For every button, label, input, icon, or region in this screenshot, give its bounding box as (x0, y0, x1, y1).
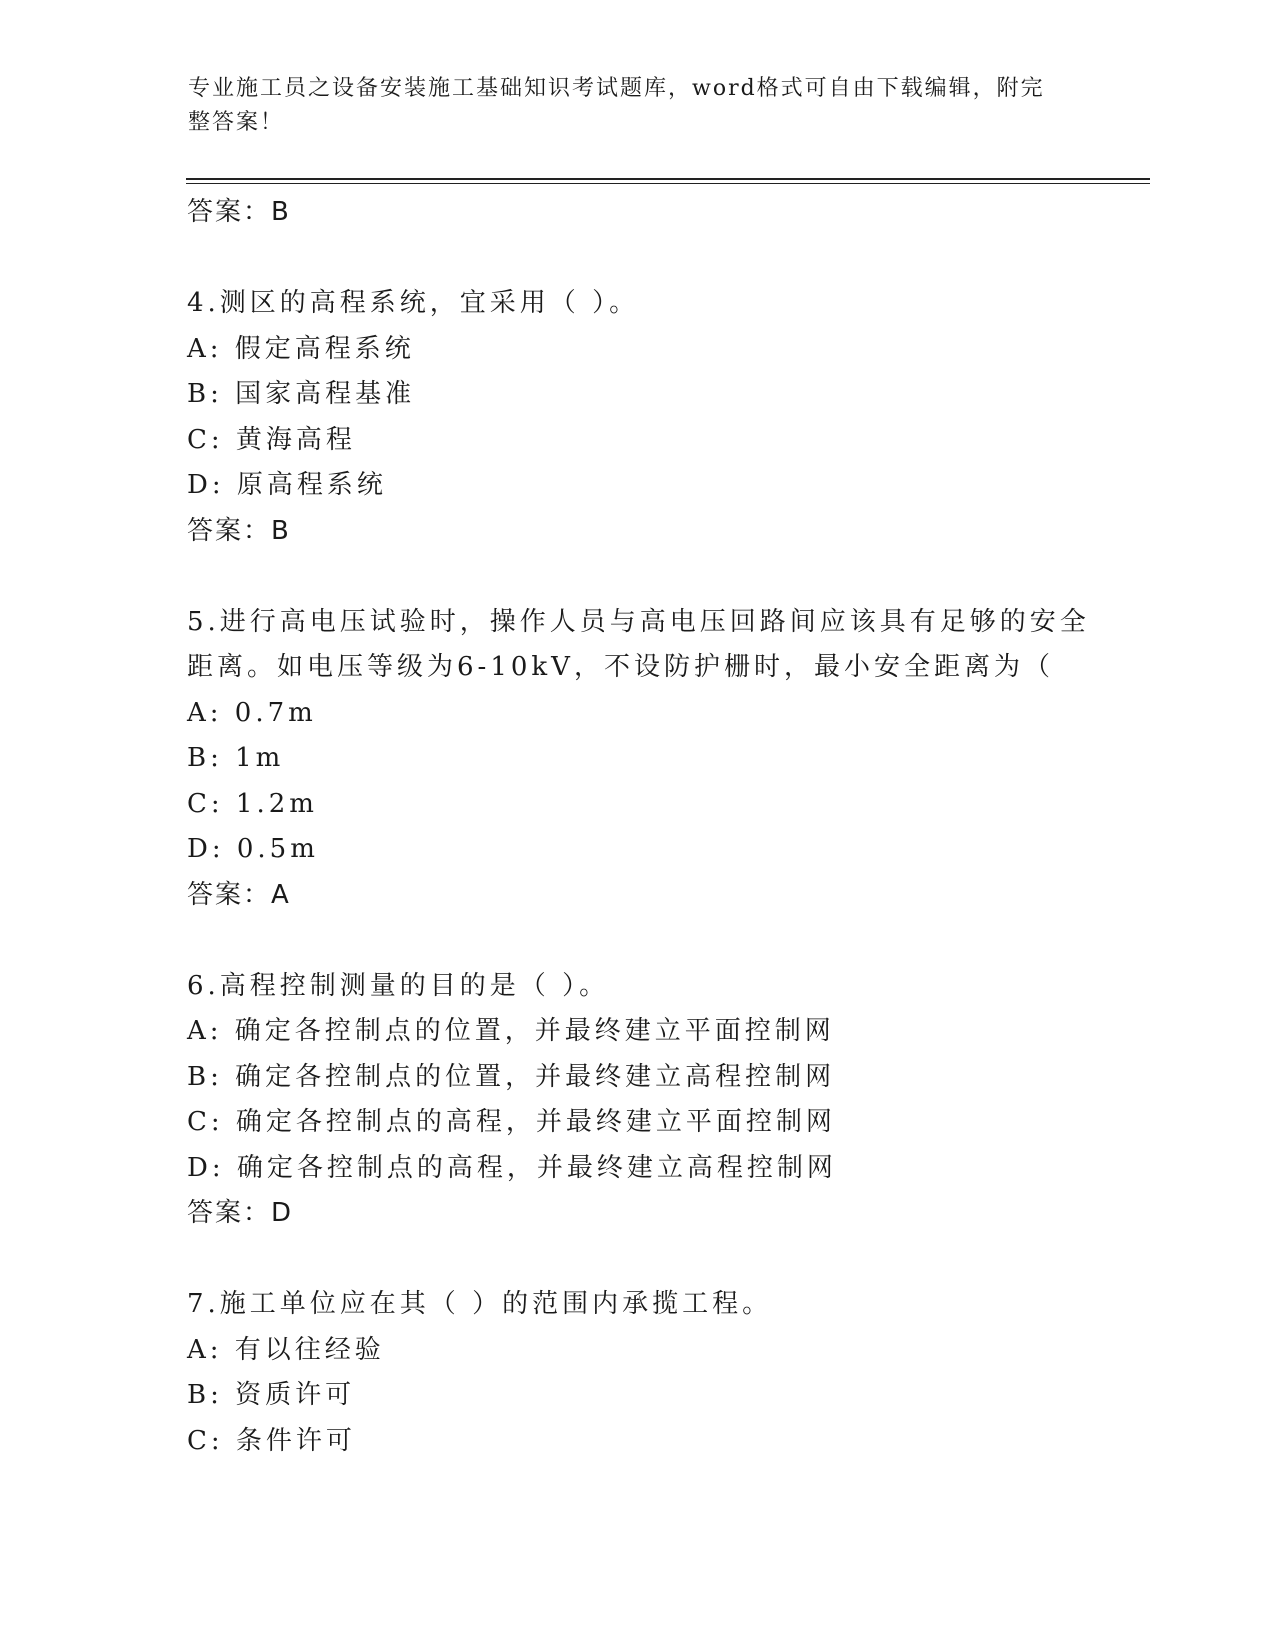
question-block-7 (187, 1282, 1147, 1464)
option-a: A: 确定各控制点的位置，并最终建立平面控制网 (187, 1016, 835, 1046)
option-a: A: 假定高程系统 (187, 333, 415, 364)
answer-text: 答案：D (187, 1198, 294, 1228)
option-a: A: 0.7m (187, 697, 317, 728)
question-block-5 (187, 600, 1147, 919)
question-text: 7.施工单位应在其（ ）的范围内承揽工程。 (187, 1289, 773, 1319)
option-c: C: 黄海高程 (187, 424, 356, 455)
option-b: B: 资质许可 (187, 1380, 356, 1410)
spacer (187, 554, 1147, 600)
option-b: B: 国家高程基准 (187, 379, 416, 409)
option-c: C: 1.2m (187, 788, 318, 819)
question-text-continued: 距离。如电压等级为6-10kV，不设防护栅时，最小安全距离为（ (187, 652, 1054, 682)
option-d: D: 原高程系统 (187, 470, 387, 500)
question-text: 4.测区的高程系统，宜采用（ ）。 (187, 288, 640, 318)
option-a: A: 有以往经验 (187, 1334, 385, 1365)
question-block-6 (187, 964, 1147, 1237)
option-c: C: 条件许可 (187, 1425, 356, 1456)
header-rule-thin (186, 183, 1150, 184)
question-block-4 (187, 281, 1147, 554)
spacer (187, 918, 1147, 964)
option-d: D: 0.5m (187, 834, 319, 864)
question-text: 5.进行高电压试验时，操作人员与高电压回路间应该具有足够的安全 (187, 606, 1090, 637)
document-header: 专业施工员之设备安装施工基础知识考试题库，word格式可自由下载编辑，附完整答案！ (188, 76, 1045, 135)
option-b: B: 1m (187, 743, 285, 773)
answer-text: 答案：B (187, 515, 291, 546)
spacer (187, 1237, 1147, 1283)
option-d: D: 确定各控制点的高程，并最终建立高程控制网 (187, 1152, 837, 1183)
option-b: B: 确定各控制点的位置，并最终建立高程控制网 (187, 1061, 836, 1092)
spacer (187, 236, 1147, 282)
question-text: 6.高程控制测量的目的是（ ）。 (187, 970, 610, 1001)
previous-answer: 答案：B (187, 197, 291, 227)
header-rule (186, 178, 1150, 180)
option-c: C: 确定各控制点的高程，并最终建立平面控制网 (187, 1107, 836, 1137)
answer-text: 答案：A (187, 879, 291, 910)
question-list (187, 190, 1147, 1464)
